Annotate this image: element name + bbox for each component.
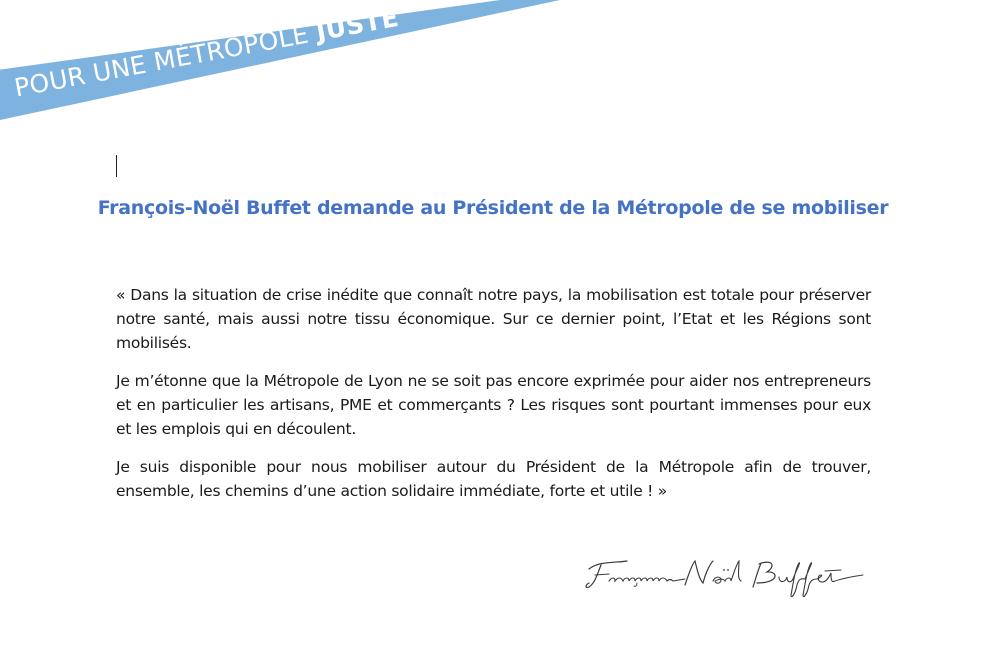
handwritten-signature xyxy=(585,555,870,605)
paragraph-1: « Dans la situation de crise inédite que connaît notre pays, la mobilisation est totale pour préserver notre santé, mais aussi notre tissu économique. Sur ce dernier point, l’Etat et les Régions sont mobilisés. xyxy=(116,286,871,352)
document-title: François-Noël Buffet demande au Président de la Métropole de se mobiliser xyxy=(97,197,889,219)
paragraph-2: Je m’étonne que la Métropole de Lyon ne se soit pas encore exprimée pour aider nos entrepreneurs et en particulier les artisans, PME et commerçants ? Les risques sont pourtant immenses pour eux et les emplois qui en découlent. xyxy=(116,372,871,438)
banner-slogan-light: POUR UNE MÉTROPOLE xyxy=(12,19,311,103)
banner-slogan-strong: JUSTE xyxy=(313,2,401,47)
paragraph-3: Je suis disponible pour nous mobiliser autour du Président de la Métropole afin de trouver, ensemble, les chemins d’une action solidaire immédiate, forte et utile ! » xyxy=(116,458,871,500)
text-cursor xyxy=(116,155,117,177)
campaign-banner xyxy=(0,0,560,120)
document-body xyxy=(116,283,871,517)
